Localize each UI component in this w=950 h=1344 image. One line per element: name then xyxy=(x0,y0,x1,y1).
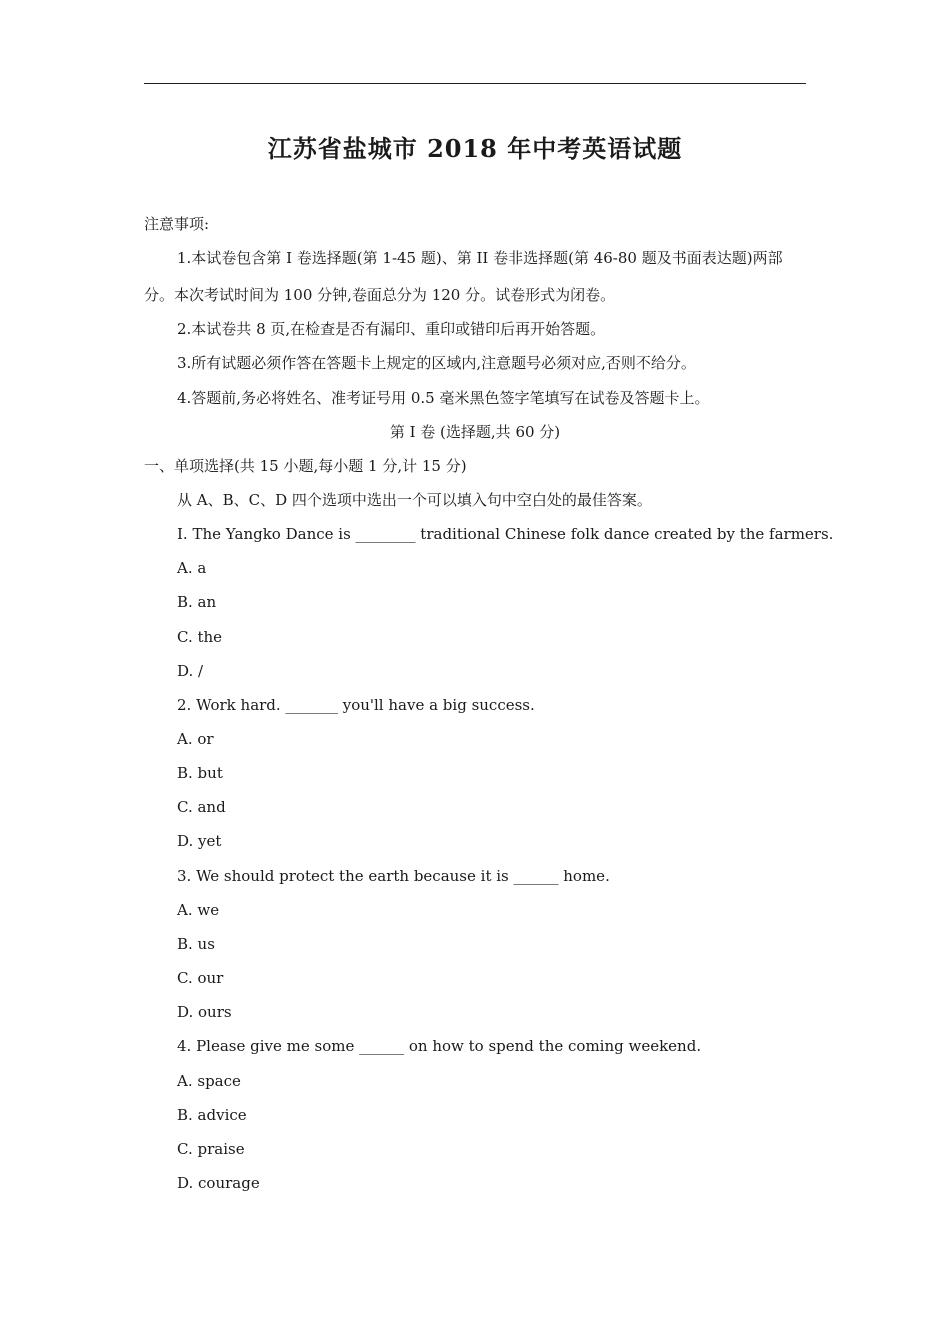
question-3-option-c: C. our xyxy=(177,969,224,987)
notice-item-4: 4.答题前,务必将姓名、准考证号用 0.5 毫米黑色签字笔填写在试卷及答题卡上。 xyxy=(177,389,710,407)
question-4-stem: 4. Please give me some ______ on how to spend the coming weekend. xyxy=(177,1037,702,1055)
question-1-stem: I. The Yangko Dance is ________ traditional Chinese folk dance created by the farmers. xyxy=(177,525,834,543)
question-1-option-a: A. a xyxy=(177,559,207,577)
question-3-stem: 3. We should protect the earth because it is ______ home. xyxy=(177,867,610,885)
part-1-heading: 第 I 卷 (选择题,共 60 分) xyxy=(389,423,561,441)
question-4-option-a: A. space xyxy=(177,1072,241,1090)
section-1-heading: 一、单项选择(共 15 小题,每小题 1 分,计 15 分) xyxy=(144,457,467,475)
question-4-option-d: D. courage xyxy=(177,1174,260,1192)
notice-heading: 注意事项: xyxy=(144,215,210,233)
notice-item-3: 3.所有试题必须作答在答题卡上规定的区域内,注意题号必须对应,否则不给分。 xyxy=(177,354,696,372)
question-3-option-b: B. us xyxy=(177,935,215,953)
question-2-option-b: B. but xyxy=(177,764,223,782)
question-4-option-b: B. advice xyxy=(177,1106,247,1124)
question-1-option-c: C. the xyxy=(177,628,223,646)
header-rule xyxy=(144,83,806,84)
question-2-option-d: D. yet xyxy=(177,832,222,850)
notice-item-1-line-2: 分。本次考试时间为 100 分钟,卷面总分为 120 分。试卷形式为闭卷。 xyxy=(144,286,616,304)
question-4-option-c: C. praise xyxy=(177,1140,245,1158)
question-2-stem: 2. Work hard. _______ you'll have a big success. xyxy=(177,696,535,714)
question-3-option-a: A. we xyxy=(177,901,220,919)
question-2-option-a: A. or xyxy=(177,730,214,748)
question-1-option-d: D. / xyxy=(177,662,204,680)
question-1-option-b: B. an xyxy=(177,593,217,611)
notice-item-1-line-1: 1.本试卷包含第 I 卷选择题(第 1-45 题)、第 II 卷非选择题(第 46-80 题及书面表达题)两部 xyxy=(177,249,783,267)
question-3-option-d: D. ours xyxy=(177,1003,232,1021)
notice-item-2: 2.本试卷共 8 页,在检查是否有漏印、重印或错印后再开始答题。 xyxy=(177,320,606,338)
section-1-instruction: 从 A、B、C、D 四个选项中选出一个可以填入句中空白处的最佳答案。 xyxy=(177,491,652,509)
page-title: 江苏省盐城市 2018 年中考英语试题 xyxy=(267,134,683,163)
question-2-option-c: C. and xyxy=(177,798,226,816)
